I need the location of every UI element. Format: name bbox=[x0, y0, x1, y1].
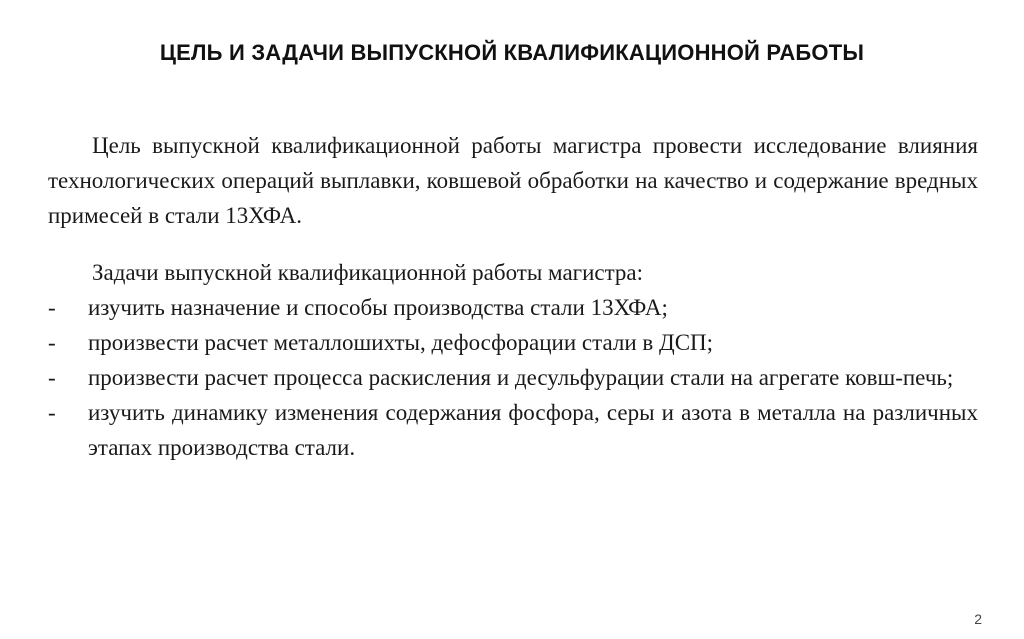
tasks-heading: Задачи выпускной квалификационной работы магистра: bbox=[92, 260, 644, 285]
slide-title: ЦЕЛЬ И ЗАДАЧИ ВЫПУСКНОЙ КВАЛИФИКАЦИОННОЙ РАБОТЫ bbox=[159, 40, 865, 65]
task-text: произвести расчет процесса раскисления и десульфурации стали на агрегате ковш-печь; bbox=[88, 365, 954, 390]
list-dash: - bbox=[48, 295, 56, 320]
list-dash: - bbox=[48, 330, 56, 355]
task-text: изучить динамику изменения содержания фосфора, серы и азота в металла на различных этапах производства стали. bbox=[88, 400, 978, 460]
slide-content bbox=[48, 128, 978, 465]
task-item-2 bbox=[48, 325, 978, 360]
list-dash: - bbox=[48, 400, 56, 425]
task-item-4 bbox=[48, 395, 978, 465]
list-dash: - bbox=[48, 365, 56, 390]
task-list bbox=[48, 290, 978, 465]
task-item-1 bbox=[48, 290, 978, 325]
goal-paragraph: Цель выпускной квалификационной работы магистра провести исследование влияния технологических операций выплавки, ковшевой обработки на качество и содержание вредных примесей в стали 13ХФА. bbox=[48, 133, 978, 228]
task-text: изучить назначение и способы производства стали 13ХФА; bbox=[88, 295, 668, 320]
task-text: произвести расчет металлошихты, дефосфорации стали в ДСП; bbox=[88, 330, 714, 355]
page-number: 2 bbox=[974, 611, 982, 627]
task-item-3 bbox=[48, 360, 978, 395]
